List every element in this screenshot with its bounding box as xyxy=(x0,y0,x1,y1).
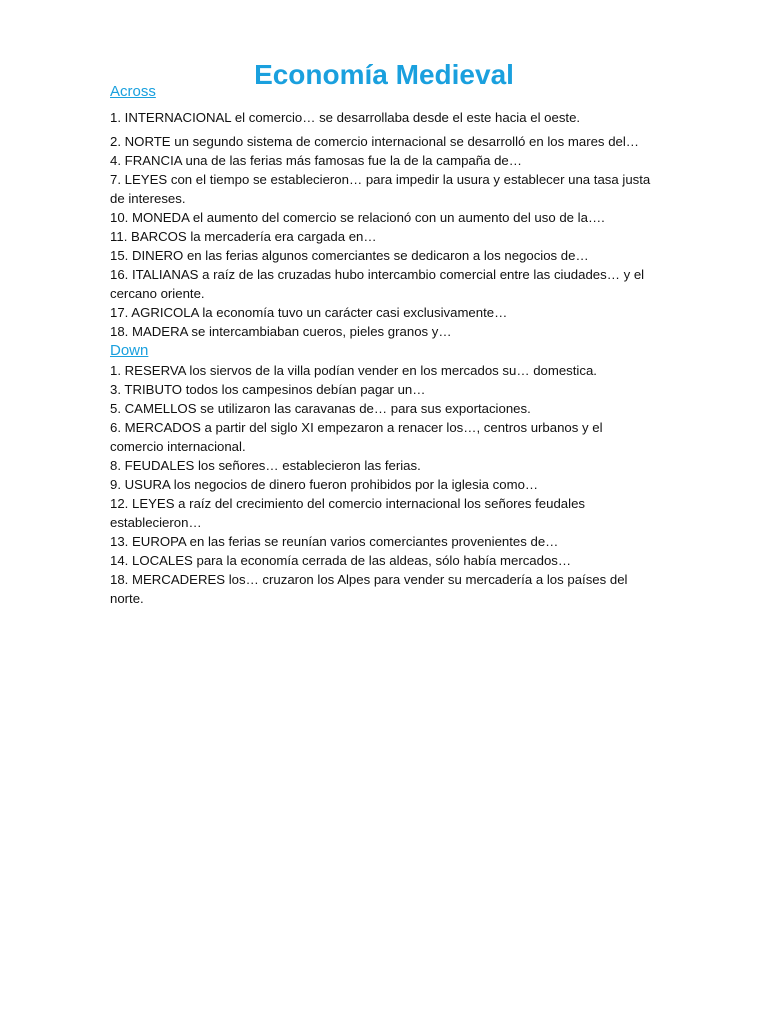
down-clue: 8. FEUDALES los señores… establecieron las ferias. xyxy=(110,458,421,473)
down-clue: 12. LEYES a raíz del crecimiento del comercio internacional los señores feudales establecieron… xyxy=(110,496,586,530)
across-clue: 7. LEYES con el tiempo se establecieron… para impedir la usura y establecer una tasa justa de intereses. xyxy=(110,172,651,206)
crossword-clues xyxy=(110,82,658,608)
down-clue: 14. LOCALES para la economía cerrada de las aldeas, sólo había mercados… xyxy=(110,553,572,568)
across-clue: 2. NORTE un segundo sistema de comercio internacional se desarrolló en los mares del… xyxy=(110,134,639,149)
down-heading: Down xyxy=(110,342,149,359)
down-clue: 9. USURA los negocios de dinero fueron prohibidos por la iglesia como… xyxy=(110,477,539,492)
across-clue: 1. INTERNACIONAL el comercio… se desarrollaba desde el este hacia el oeste. xyxy=(110,110,581,125)
page-title: Economía Medieval xyxy=(254,58,514,90)
across-list xyxy=(110,108,658,341)
across-clue: 11. BARCOS la mercadería era cargada en… xyxy=(110,229,377,244)
across-heading: Across xyxy=(110,83,156,100)
down-clue: 18. MERCADERES los… cruzaron los Alpes para vender su mercadería a los países del norte. xyxy=(110,572,628,606)
down-list xyxy=(110,361,658,608)
down-clue: 3. TRIBUTO todos los campesinos debían pagar un… xyxy=(110,382,426,397)
across-clue: 15. DINERO en las ferias algunos comerciantes se dedicaron a los negocios de… xyxy=(110,248,589,263)
across-clue: 17. AGRICOLA la economía tuvo un carácter casi exclusivamente… xyxy=(110,305,508,320)
across-clue: 10. MONEDA el aumento del comercio se relacionó con un aumento del uso de la…. xyxy=(110,210,605,225)
down-clue: 6. MERCADOS a partir del siglo XI empezaron a renacer los…, centros urbanos y el comercio internacional. xyxy=(110,420,603,454)
across-clue: 16. ITALIANAS a raíz de las cruzadas hubo intercambio comercial entre las ciudades… y el cercano oriente. xyxy=(110,267,645,301)
across-clue: 4. FRANCIA una de las ferias más famosas fue la de la campaña de… xyxy=(110,153,522,168)
down-clue: 13. EUROPA en las ferias se reunían varios comerciantes provenientes de… xyxy=(110,534,559,549)
down-clue: 5. CAMELLOS se utilizaron las caravanas de… para sus exportaciones. xyxy=(110,401,531,416)
across-clue: 18. MADERA se intercambiaban cueros, pieles granos y… xyxy=(110,324,452,339)
down-clue: 1. RESERVA los siervos de la villa podían vender en los mercados su… domestica. xyxy=(110,363,597,378)
